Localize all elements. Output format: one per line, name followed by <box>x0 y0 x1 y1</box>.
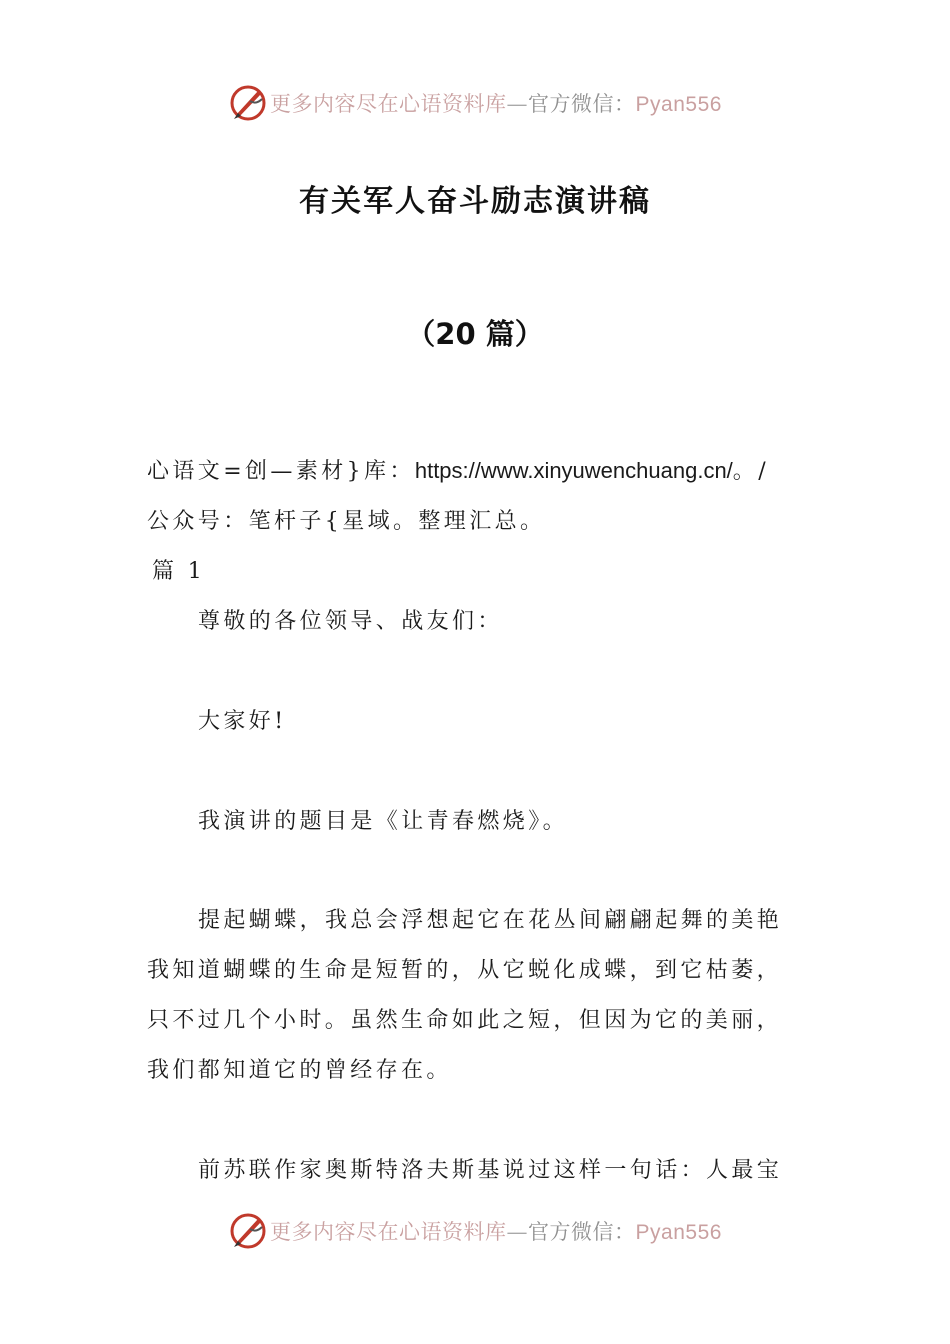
banner-wechat-id: Pyan556 <box>635 1221 722 1244</box>
document-title: 有关军人奋斗励志演讲稿 <box>299 184 651 219</box>
banner-wechat-label: 官方微信： <box>528 1220 636 1244</box>
banner-title: 更多内容尽在心语资料库 <box>270 1220 507 1244</box>
source-url[interactable]: https://www.xinyuwenchuang.cn/ <box>414 458 733 483</box>
source-line <box>147 454 769 485</box>
banner-dash: — <box>506 92 529 116</box>
butterfly-paragraph-line: 我们都知道它的曾经存在。 <box>147 1058 452 1083</box>
footer-banner <box>0 1207 950 1255</box>
banner-wechat-id: Pyan556 <box>635 93 722 116</box>
section-label: 篇 1 <box>152 559 206 584</box>
banner-title: 更多内容尽在心语资料库 <box>270 92 507 116</box>
butterfly-paragraph-line: 只不过几个小时。虽然生命如此之短，但因为它的美丽， <box>147 1008 783 1033</box>
header-banner <box>0 79 950 127</box>
banner-dash: — <box>506 1220 529 1244</box>
butterfly-paragraph-line: 我知道蝴蝶的生命是短暂的，从它蜕化成蝶，到它枯萎， <box>147 958 783 983</box>
official-account-line: 公众号：笔杆子{星域。整理汇总。 <box>147 509 546 534</box>
hello-paragraph: 大家好! <box>198 709 287 734</box>
document-subtitle: （20 篇） <box>406 317 544 351</box>
greeting-paragraph: 尊敬的各位领导、战友们： <box>198 609 503 634</box>
source-prefix: 心语文=创—素材}库： <box>147 459 415 484</box>
topic-paragraph: 我演讲的题目是《让青春燃烧》。 <box>198 809 569 834</box>
quill-pen-icon <box>228 1211 268 1251</box>
source-suffix: 。/ <box>732 459 770 484</box>
quote-paragraph-start: 前苏联作家奥斯特洛夫斯基说过这样一句话：人最宝 <box>198 1158 783 1183</box>
butterfly-paragraph-line: 提起蝴蝶，我总会浮想起它在花丛间翩翩起舞的美艳 <box>198 908 783 933</box>
quill-pen-icon <box>228 83 268 123</box>
banner-wechat-label: 官方微信： <box>528 92 636 116</box>
